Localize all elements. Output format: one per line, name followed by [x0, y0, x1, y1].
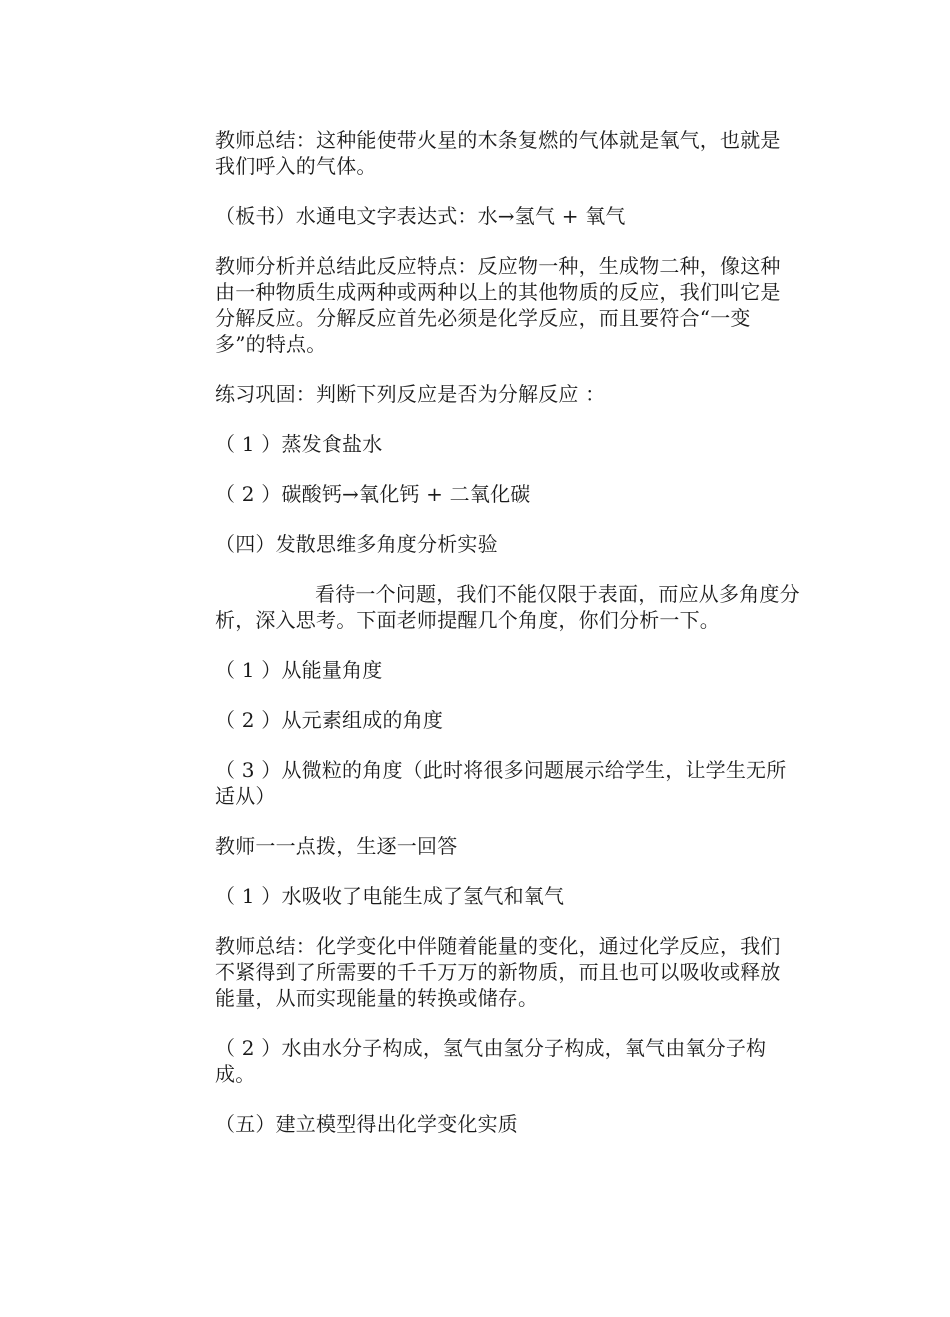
paragraph-practice-item-2: （ 2 ）碳酸钙→氧化钙 + 二氧化碳: [215, 482, 531, 506]
document-page: [215, 127, 800, 1161]
paragraph-answer-1: （ 1 ）水吸收了电能生成了氢气和氧气: [215, 884, 565, 908]
paragraph-practice-item-1: （ 1 ）蒸发食盐水: [215, 432, 383, 456]
paragraph-angle-particles: （ 3 ）从微粒的角度（此时将很多问题展示给学生，让学生无所适从）: [215, 758, 787, 808]
paragraph-answer-2: （ 2 ）水由水分子构成，氢气由氢分子构成，氧气由氧分子构成。: [215, 1036, 767, 1086]
paragraph-practice-heading: 练习巩固：判断下列反应是否为分解反应 ：: [215, 382, 606, 406]
paragraph-teacher-summary-energy: 教师总结：化学变化中伴随着能量的变化，通过化学反应，我们不紧得到了所需要的千千万万的新物质，而且也可以吸收或释放能量，从而实现能量的转换或储存。: [215, 934, 781, 1010]
paragraph-teacher-guidance: 教师一一点拨，生逐一回答: [215, 834, 458, 858]
section-heading-5: （五）建立模型得出化学变化实质: [215, 1112, 518, 1136]
paragraph-decomposition-analysis: 教师分析并总结此反应特点：反应物一种，生成物二种，像这种由一种物质生成两种或两种以上的其他物质的反应，我们叫它是分解反应。分解反应首先必须是化学反应，而且要符合“一变多”的特点。: [215, 254, 781, 356]
paragraph-angle-energy: （ 1 ）从能量角度: [215, 658, 383, 682]
paragraph-board-equation: （板书）水通电文字表达式：水→氢气 + 氧气: [215, 204, 626, 228]
paragraph-multi-angle-intro: 看待一个问题，我们不能仅限于表面，而应从多角度分析，深入思考。下面老师提醒几个角度，你们分析一下。: [215, 582, 800, 632]
paragraph-angle-elements: （ 2 ）从元素组成的角度: [215, 708, 444, 732]
paragraph-teacher-summary-oxygen: 教师总结：这种能使带火星的木条复燃的气体就是氧气，也就是我们呼入的气体。: [215, 128, 781, 178]
section-heading-4: （四）发散思维多角度分析实验: [215, 532, 498, 556]
